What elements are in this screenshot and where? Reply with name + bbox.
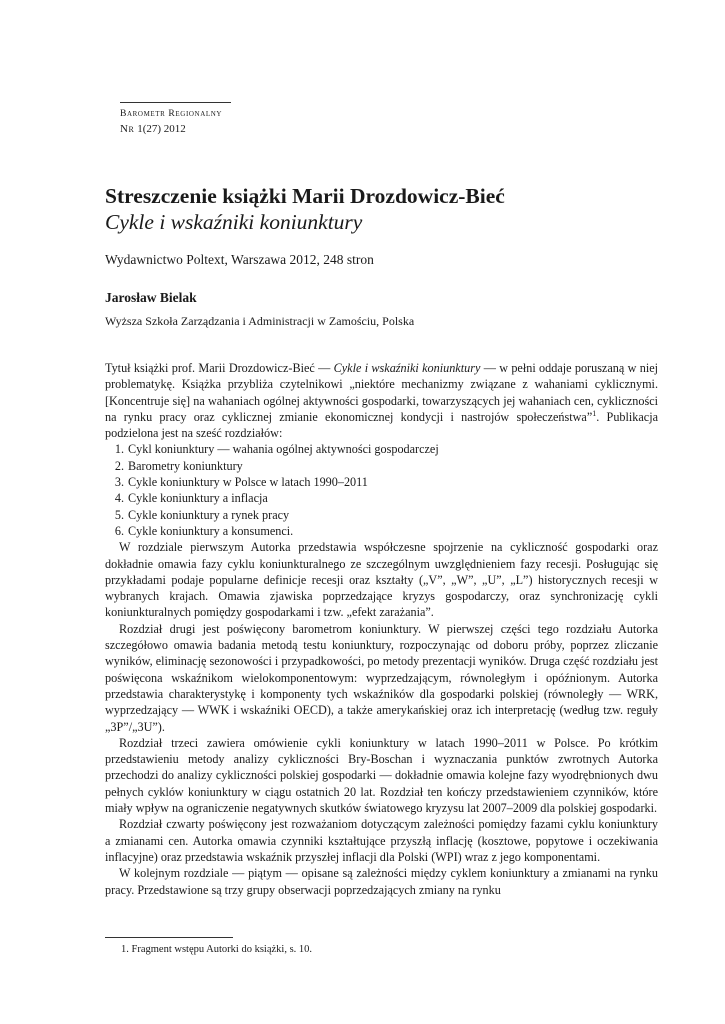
intro-paragraph: Tytuł książki prof. Marii Drozdowicz-Bieć — Cykle i wskaźniki koniunktury — w pełni oddaje poruszaną w niej problematykę. Książka przybliża czytelnikowi „niektóre mechanizmy związane z wahaniami cyklicznymi. [Koncentruje się] na wahaniach ogólnej aktywności gospodarki, towarzyszących jej wahaniach cen, cykliczności na rynku pracy oraz cyklicznej zmianie ekonomicznej kondycji i nastrojów społeczeństwa”$^1$. Publikacja podzielona jest na sześć rozdziałów:	[105, 361, 658, 441]
list-item: 3. Cykle koniunktury w Polsce w latach 1990–2011	[114, 475, 368, 490]
list-item: 6. Cykle koniunktury a konsumenci.	[114, 523, 294, 538]
list-item: 1. Cykl koniunktury — wahania ogólnej aktywności gospodarczej	[114, 442, 439, 457]
article-title: Streszczenie książki Marii Drozdowicz-Bieć	[105, 184, 505, 208]
title-block	[105, 184, 665, 329]
list-item: 2. Barometry koniunktury	[114, 458, 243, 473]
issue-number	[120, 121, 231, 137]
publisher-info: Wydawnictwo Poltext, Warszawa 2012, 248 stron	[105, 252, 374, 267]
paragraph-chapter-4: Rozdział czwarty poświęcony jest rozważaniom dotyczącym zależności pomiędzy fazami cyklu koniunktury a zmianami cen. Autorka omawia czynniki kształtujące przyszłą inflację (kosztowe, popytowe i oczekiwania inflacyjne) oraz przedstawia wskaźnik przyszłej inflacji dla Polski (WPI) wraz z jego komponentami.	[105, 817, 658, 864]
paragraph-chapter-3: Rozdział trzeci zawiera omówienie cykli koniunktury w latach 1990–2011 w Polsce. Po krótkim przedstawieniu metody analizy cykliczności Bry-Boschan i wyznaczania punktów zwrotnych Autorka przechodzi do analizy cykliczności polskiej gospodarki — dokładnie omawia kolejne fazy wyodrębnionych dwu pełnych cyklów koniunktury w ciągu ostatnich 20 lat. Rozdział ten kończy przedstawieniem czynników, które miały wpływ na ograniczenie negatywnych skutków światowego kryzysu lat 2007–2009 dla polskiej gospodarki.	[105, 735, 658, 816]
running-header	[120, 102, 231, 137]
author-affiliation: Wyższa Szkoła Zarządzania i Administracji w Zamościu, Polska	[105, 314, 415, 328]
footnote: 1. Fragment wstępu Autorki do książki, s. 10.	[121, 944, 313, 955]
issue-value: 1(27) 2012	[137, 123, 186, 135]
list-item: 5. Cykle koniunktury a rynek pracy	[114, 507, 290, 522]
journal-name: Barometr Regionalny	[120, 108, 223, 119]
header-rule	[120, 102, 231, 103]
paragraph-chapter-1: W rozdziale pierwszym Autorka przedstawia współczesne spojrzenie na cykliczność gospodarki oraz dokładnie omawia fazy cyklu koniunkturalnego ze szczególnym uwzględnieniem fazy recesji. Posługując się przykładami podaje popularne definicje recesji oraz kształty („V”, „W”, „U”, „L”) historycznych recesji w wybranych krajach. Omawia zjawiska poprzedzające kryzys gospodarczy, oraz synchronizację cykli koniunkturalnych pomiędzy gospodarkami i tzw. „efekt zarażania”.	[105, 540, 658, 620]
intro-book-title: Cykle i wskaźniki koniunktury	[333, 361, 481, 375]
chapter-list	[105, 441, 658, 539]
footnote-rule	[105, 937, 233, 938]
author-name: Jarosław Bielak	[105, 290, 197, 305]
article-body	[105, 360, 658, 898]
footnote-ref: 1	[592, 408, 597, 418]
paragraph-chapter-5: W kolejnym rozdziale — piątym — opisane są zależności między cyklem koniunktury a zmianami na rynku pracy. Przedstawione są trzy grupy obserwacji poprzedzających zmiany na rynku	[105, 866, 658, 897]
list-item: 4. Cykle koniunktury a inflacja	[114, 491, 268, 506]
issue-prefix: Nr	[120, 123, 135, 135]
book-title: Cykle i wskaźniki koniunktury	[105, 210, 363, 234]
paragraph-chapter-2: Rozdział drugi jest poświęcony barometrom koniunktury. W pierwszej części tego rozdziału Autorka szczegółowo omawia badania metodą testu koniunktury, rozpoczynając od doboru próby, poprzez zliczanie wyników, eliminację sezonowości i przypadkowości, po metody prezentacji wyników. Druga część rozdziału jest poświęcona wskaźnikom wielokomponentowym: wyprzedzającym, równoległym i opóźnionym. Autorka przedstawia charakterystykę i komponenty tych wskaźników dla gospodarki polskiej (równoległy — WRK, wyprzedzający — WWK i wskaźniki OECD), a także amerykańskiej oraz ich interpretację (według tzw. reguły „3P”/„3U”).	[105, 621, 658, 734]
